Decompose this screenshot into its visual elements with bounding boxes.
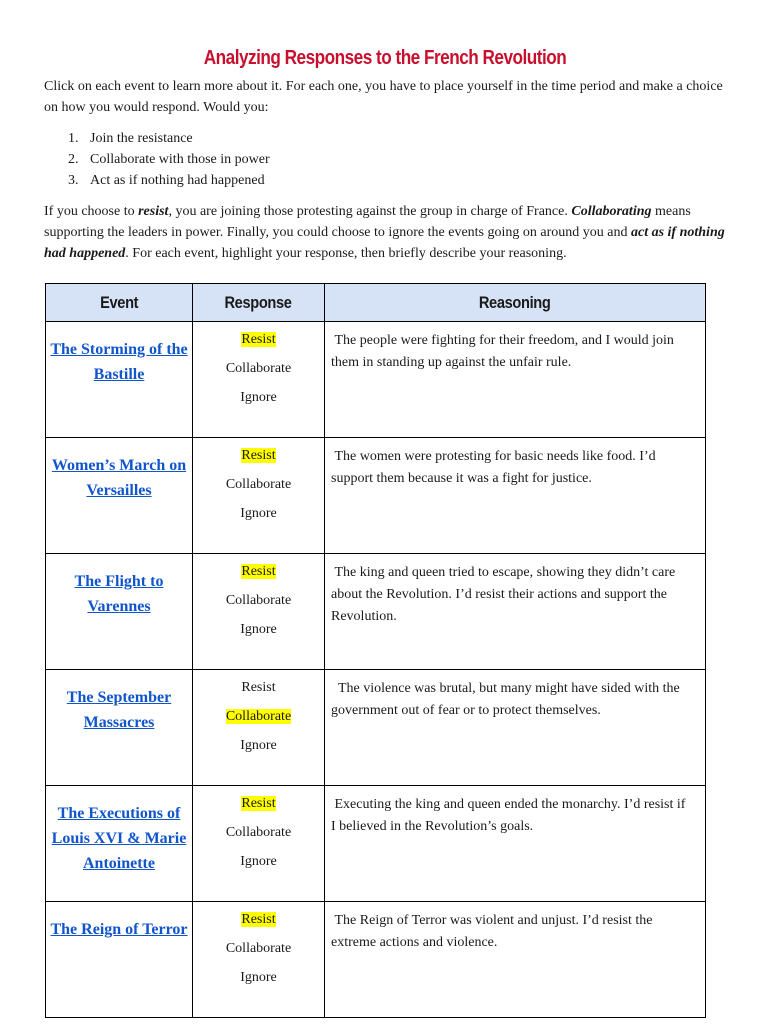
response-option-label: Resist: [241, 448, 276, 463]
response-option-label: Ignore: [240, 390, 277, 405]
reasoning-text: The people were fighting for their freedom, and I would join them in standing up against the unfair rule.: [331, 333, 678, 370]
response-option-label: Collaborate: [225, 709, 292, 724]
event-link[interactable]: The Storming of the Bastille: [50, 341, 188, 383]
response-option-collaborate[interactable]: [193, 354, 324, 383]
response-option-ignore[interactable]: [193, 499, 324, 528]
option-text: Collaborate with those in power: [90, 152, 270, 167]
event-cell: [46, 554, 193, 670]
worksheet-page: [44, 42, 726, 985]
desc-text: If you choose to: [44, 204, 139, 219]
reasoning-text: Executing the king and queen ended the monarchy. I’d resist if I believed in the Revolution’s goals.: [331, 797, 689, 834]
reasoning-cell[interactable]: [325, 554, 706, 670]
header-reasoning-label: Reasoning: [479, 292, 551, 312]
desc-emphasis-collaborating: Collaborating: [571, 204, 652, 219]
response-option-label: Resist: [241, 796, 276, 811]
table-row: [46, 786, 706, 902]
response-option-label: Collaborate: [225, 361, 292, 376]
response-option-label: Resist: [241, 912, 276, 927]
response-option-resist[interactable]: [193, 557, 324, 586]
response-option-label: Collaborate: [225, 593, 292, 608]
table-body: [46, 322, 706, 1018]
response-options-list: [44, 128, 726, 191]
header-reasoning: [325, 284, 706, 322]
response-option-ignore[interactable]: [193, 615, 324, 644]
reasoning-text: The violence was brutal, but many might have sided with the government out of fear or to protect themselves.: [331, 681, 684, 718]
table-row: [46, 902, 706, 1018]
event-cell: [46, 786, 193, 902]
response-option-label: Ignore: [240, 738, 277, 753]
response-option-label: Collaborate: [225, 941, 292, 956]
response-option-label: Ignore: [240, 970, 277, 985]
event-link[interactable]: The Executions of Louis XVI & Marie Antoinette: [51, 805, 187, 872]
option-item: [44, 170, 726, 191]
response-option-label: Collaborate: [225, 825, 292, 840]
table-header-row: [46, 284, 706, 322]
response-option-ignore[interactable]: [193, 383, 324, 412]
event-cell: [46, 670, 193, 786]
response-option-label: Resist: [241, 680, 276, 695]
table-row: [46, 322, 706, 438]
reasoning-cell[interactable]: [325, 322, 706, 438]
response-option-collaborate[interactable]: [193, 702, 324, 731]
header-response: [193, 284, 325, 322]
response-option-ignore[interactable]: [193, 963, 324, 992]
response-option-collaborate[interactable]: [193, 934, 324, 963]
response-option-label: Ignore: [240, 506, 277, 521]
option-text: Act as if nothing had happened: [90, 173, 265, 188]
intro-paragraph: Click on each event to learn more about it. For each one, you have to place yourself in the time period and make a choice on how you would respond. Would you:: [44, 79, 723, 115]
responses-table: [45, 283, 706, 1018]
event-link[interactable]: The Flight to Varennes: [74, 573, 164, 615]
reasoning-text: The Reign of Terror was violent and unjust. I’d resist the extreme actions and violence.: [331, 913, 656, 950]
desc-emphasis-resist: resist: [138, 204, 169, 219]
option-item: [44, 149, 726, 170]
response-cell: [193, 670, 325, 786]
response-option-resist[interactable]: [193, 905, 324, 934]
event-link[interactable]: Women’s March on Versailles: [51, 457, 187, 499]
response-cell: [193, 902, 325, 1018]
response-cell: [193, 438, 325, 554]
response-option-label: Ignore: [240, 622, 277, 637]
desc-text: means supporting the leaders in power. Finally, you could choose to ignore the events going on around you and: [44, 204, 691, 240]
header-response-label: Response: [224, 292, 293, 312]
reasoning-cell[interactable]: [325, 786, 706, 902]
desc-text: , you are joining those protesting against the group in charge of France.: [168, 204, 572, 219]
event-cell: [46, 322, 193, 438]
response-option-collaborate[interactable]: [193, 818, 324, 847]
response-cell: [193, 322, 325, 438]
option-number: 1.: [68, 131, 79, 146]
option-number: 2.: [68, 152, 79, 167]
reasoning-text: The women were protesting for basic needs like food. I’d support them because it was a fight for justice.: [331, 449, 660, 486]
option-number: 3.: [68, 173, 79, 188]
response-option-ignore[interactable]: [193, 731, 324, 760]
response-option-ignore[interactable]: [193, 847, 324, 876]
response-option-label: Collaborate: [225, 477, 292, 492]
event-cell: [46, 438, 193, 554]
response-option-collaborate[interactable]: [193, 586, 324, 615]
response-cell: [193, 786, 325, 902]
desc-emphasis-act: act as if nothing had happened: [44, 225, 725, 261]
event-link[interactable]: The Reign of Terror: [50, 921, 188, 938]
table-row: [46, 670, 706, 786]
reasoning-cell[interactable]: [325, 902, 706, 1018]
response-cell: [193, 554, 325, 670]
response-option-resist[interactable]: [193, 673, 324, 702]
reasoning-cell[interactable]: [325, 670, 706, 786]
event-cell: [46, 902, 193, 1018]
reasoning-text: The king and queen tried to escape, showing they didn’t care about the Revolution. I’d resist their actions and support the Revolution.: [331, 565, 679, 624]
response-option-label: Ignore: [240, 854, 277, 869]
event-link[interactable]: The September Massacres: [66, 689, 172, 731]
response-option-resist[interactable]: [193, 325, 324, 354]
instructions-paragraph: [44, 201, 726, 264]
header-event-label: Event: [99, 292, 139, 312]
response-option-resist[interactable]: [193, 441, 324, 470]
desc-text: . For each event, highlight your response, then briefly describe your reasoning.: [125, 246, 567, 261]
response-option-collaborate[interactable]: [193, 470, 324, 499]
header-event: [46, 284, 193, 322]
response-option-label: Resist: [241, 564, 276, 579]
option-item: [44, 128, 726, 149]
response-option-label: Resist: [241, 332, 276, 347]
reasoning-cell[interactable]: [325, 438, 706, 554]
table-row: [46, 554, 706, 670]
page-title: Analyzing Responses to the French Revolution: [203, 47, 567, 69]
table-row: [46, 438, 706, 554]
option-text: Join the resistance: [90, 131, 193, 146]
response-option-resist[interactable]: [193, 789, 324, 818]
